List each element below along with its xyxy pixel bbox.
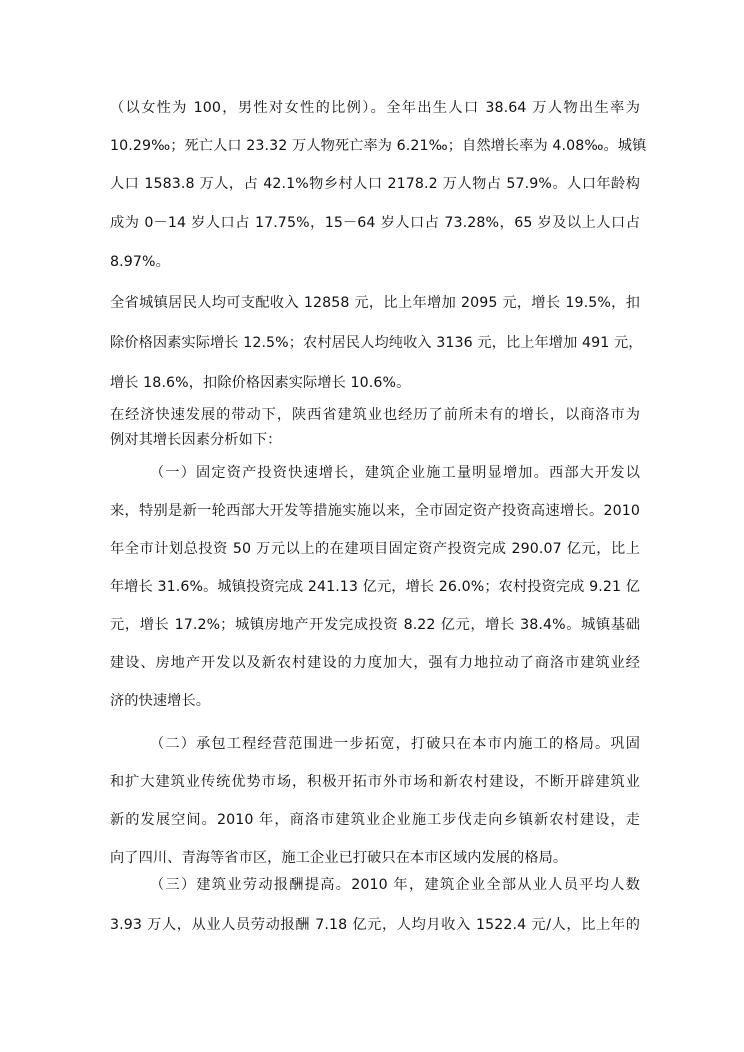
paragraph-4-line-3: 年全市计划总投资 50 万元以上的在建项目固定资产投资完成 290.07 亿元，比上 [110, 541, 640, 557]
paragraph-5-line-3: 新的发展空间。2010 年，商洛市建筑业企业施工步伐走向乡镇新农村建设，走 [110, 812, 640, 828]
paragraph-3-line-1: 在经济快速发展的带动下，陕西省建筑业也经历了前所未有的增长，以商洛市为 [110, 407, 640, 423]
paragraph-4-line-5: 元，增长 17.2%；城镇房地产开发完成投资 8.22 亿元，增长 38.4%。城镇基础 [110, 617, 640, 633]
paragraph-3-line-2: 例对其增长因素分析如下： [110, 432, 282, 448]
paragraph-2-line-2: 除价格因素实际增长 12.5%；农村居民人均纯收入 3136 元，比上年增加 491 元， [110, 335, 643, 351]
paragraph-4-line-2: 来，特别是新一轮西部大开发等措施实施以来，全市固定资产投资高速增长。2010 [110, 503, 640, 519]
paragraph-6-line-2: 3.93 万人，从业人员劳动报酬 7.18 亿元，人均月收入 1522.4 元/人，比上年的 [110, 917, 640, 933]
paragraph-1-line-5: 8.97%。 [110, 254, 170, 270]
paragraph-4-line-1: （一）固定资产投资快速增长，建筑企业施工量明显增加。西部大开发以 [150, 465, 640, 481]
paragraph-2-line-3: 增长 18.6%，扣除价格因素实际增长 10.6%。 [110, 375, 411, 391]
paragraph-6-line-1: （三）建筑业劳动报酬提高。2010 年，建筑企业全部从业人员平均人数 [150, 877, 640, 893]
paragraph-1-line-2: 10.29‰；死亡人口 23.32 万人物死亡率为 6.21‰；自然增长率为 4.08‰。城镇 [110, 138, 647, 154]
paragraph-1-line-3: 人口 1583.8 万人，占 42.1%物乡村人口 2178.2 万人物占 57.9%。人口年龄构 [110, 176, 640, 192]
paragraph-1-line-1: （以女性为 100，男性对女性的比例）。全年出生人口 38.64 万人物出生率为 [110, 100, 640, 116]
paragraph-1-line-4: 成为 0－14 岁人口占 17.75%，15－64 岁人口占 73.28%，65 岁及以上人口占 [110, 215, 640, 231]
paragraph-5-line-4: 向了四川、青海等省市区，施工企业已打破只在本市区域内发展的格局。 [110, 850, 568, 866]
paragraph-2-line-1: 全省城镇居民人均可支配收入 12858 元，比上年增加 2095 元，增长 19.5%，扣 [110, 295, 640, 311]
paragraph-4-line-6: 建设、房地产开发以及新农村建设的力度加大，强有力地拉动了商洛市建筑业经 [110, 655, 640, 671]
paragraph-5-line-2: 和扩大建筑业传统优势市场，积极开拓市外市场和新农村建设，不断开辟建筑业 [110, 774, 640, 790]
paragraph-4-line-7: 济的快速增长。 [110, 693, 211, 709]
paragraph-4-line-4: 年增长 31.6%。城镇投资完成 241.13 亿元，增长 26.0%；农村投资完成 9.21 亿 [110, 579, 640, 595]
paragraph-5-line-1: （二）承包工程经营范围进一步拓宽，打破只在本市内施工的格局。巩固 [150, 736, 640, 752]
